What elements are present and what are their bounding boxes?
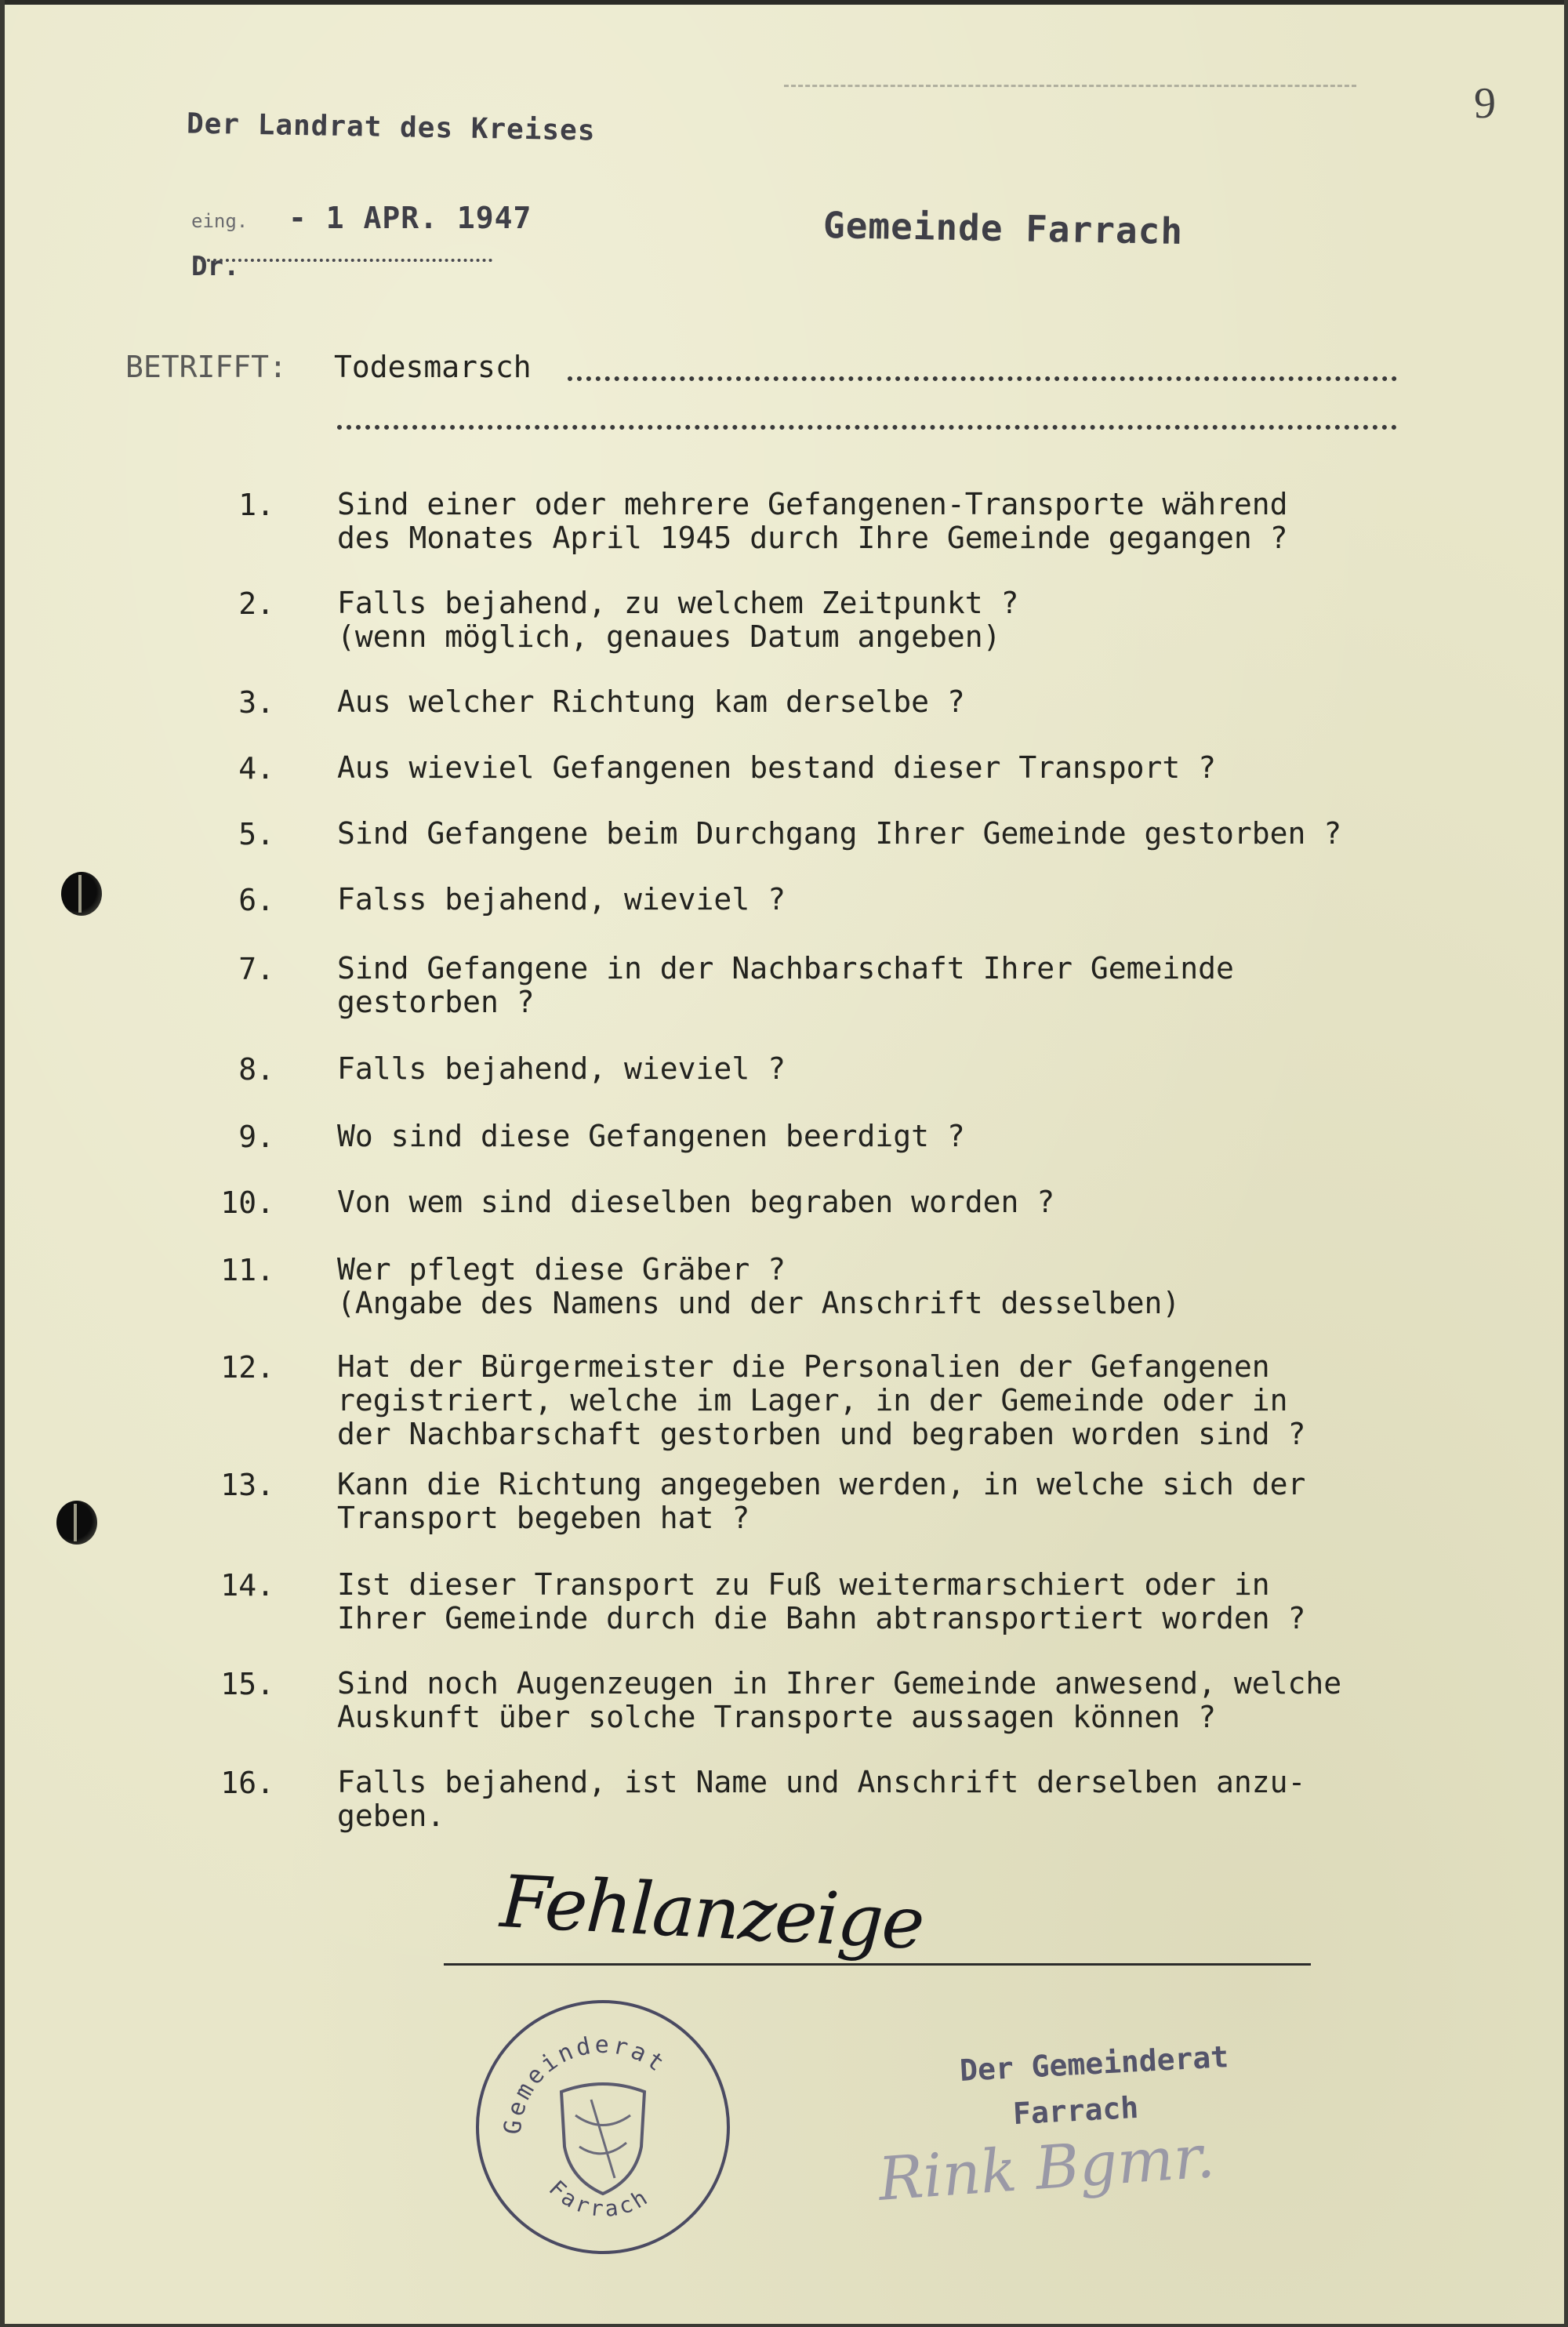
- seal-shield-pattern: [575, 2100, 630, 2178]
- question-text: Falls bejahend, ist Name und Anschrift derselben anzu- geben.: [337, 1765, 1306, 1833]
- signature-line: [444, 1963, 1311, 1966]
- question-text: Sind Gefangene in der Nachbarschaft Ihrer Gemeinde gestorben ?: [337, 951, 1234, 1019]
- authority-stamp: Der Landrat des Kreises: [186, 107, 596, 147]
- question-number: 6.: [238, 883, 274, 917]
- municipal-seal: [474, 1998, 732, 2256]
- question-text: Wer pflegt diese Gräber ? (Angabe des Namens und der Anschrift desselben): [337, 1252, 1181, 1320]
- received-prefix: eing.: [191, 210, 249, 232]
- scan-edge-right: [1564, 0, 1568, 2327]
- scan-edge-top: [0, 0, 1568, 5]
- subject-label: BETRIFFT:: [125, 350, 287, 384]
- seal-bottom-text: Farrach: [543, 2175, 655, 2223]
- question-text: Falss bejahend, wieviel ?: [337, 882, 786, 917]
- handwritten-answer: Fehlanzeige: [498, 1859, 926, 1966]
- question-number: 1.: [238, 488, 274, 522]
- question-number: 14.: [220, 1568, 274, 1603]
- question-number: 10.: [220, 1185, 274, 1220]
- page-number: 9: [1474, 79, 1496, 128]
- received-dr-line: [194, 259, 492, 262]
- question-text: Sind noch Augenzeugen in Ihrer Gemeinde anwesend, welche Auskunft über solche Transporte aussagen können ?: [337, 1666, 1342, 1734]
- question-number: 2.: [238, 586, 274, 621]
- question-text: Aus wieviel Gefangenen bestand dieser Transport ?: [337, 750, 1217, 785]
- top-faint-marks: [784, 85, 1356, 87]
- question-text: Wo sind diese Gefangenen beerdigt ?: [337, 1119, 965, 1153]
- question-number: 4.: [238, 751, 274, 786]
- question-number: 11.: [220, 1253, 274, 1287]
- question-number: 8.: [238, 1052, 274, 1087]
- council-stamp-line2: Farrach: [1011, 2089, 1140, 2132]
- seal-top-text: Gemeinderat: [499, 2031, 672, 2136]
- subject-value: Todesmarsch: [334, 350, 532, 384]
- question-text: Sind Gefangene beim Durchgang Ihrer Gemeinde gestorben ?: [337, 816, 1342, 851]
- question-text: Kann die Richtung angegeben werden, in welche sich der Transport begeben hat ?: [337, 1467, 1306, 1535]
- question-text: Falls bejahend, zu welchem Zeitpunkt ? (wenn möglich, genaues Datum angeben): [337, 586, 1019, 654]
- question-text: Von wem sind dieselben begraben worden ?: [337, 1185, 1055, 1219]
- scan-edge-left: [0, 0, 5, 2327]
- question-number: 9.: [238, 1120, 274, 1154]
- question-number: 5.: [238, 817, 274, 851]
- punch-hole-top: [61, 872, 102, 916]
- council-stamp-line1: Der Gemeinderat: [959, 2039, 1230, 2088]
- question-text: Aus welcher Richtung kam derselbe ?: [337, 684, 965, 719]
- question-number: 7.: [238, 952, 274, 986]
- subject-dotted-line-2: [337, 425, 1397, 430]
- question-text: Hat der Bürgermeister die Personalien der Gefangenen registriert, welche im Lager, in der Gemeinde oder in der Nachbarschaft gestorben und begraben worden sind ?: [337, 1349, 1306, 1451]
- scan-edge-bottom: [0, 2324, 1568, 2327]
- question-number: 16.: [220, 1766, 274, 1800]
- received-date: - 1 APR. 1947: [289, 201, 532, 235]
- question-number: 15.: [220, 1667, 274, 1701]
- mayor-signature: Rink Bgmr.: [876, 2121, 1217, 2214]
- punch-hole-bottom: [56, 1501, 97, 1545]
- question-text: Sind einer oder mehrere Gefangenen-Transporte während des Monates April 1945 durch Ihre Gemeinde gegangen ?: [337, 487, 1288, 555]
- question-number: 13.: [220, 1468, 274, 1502]
- question-number: 12.: [220, 1350, 274, 1385]
- municipality-stamp: Gemeinde Farrach: [822, 203, 1184, 253]
- subject-dotted-line-1: [568, 376, 1397, 381]
- question-text: Falls bejahend, wieviel ?: [337, 1051, 786, 1086]
- question-text: Ist dieser Transport zu Fuß weitermarschiert oder in Ihrer Gemeinde durch die Bahn abtransportiert worden ?: [337, 1567, 1306, 1635]
- question-number: 3.: [238, 685, 274, 720]
- received-dr-label: Dr.: [191, 251, 240, 282]
